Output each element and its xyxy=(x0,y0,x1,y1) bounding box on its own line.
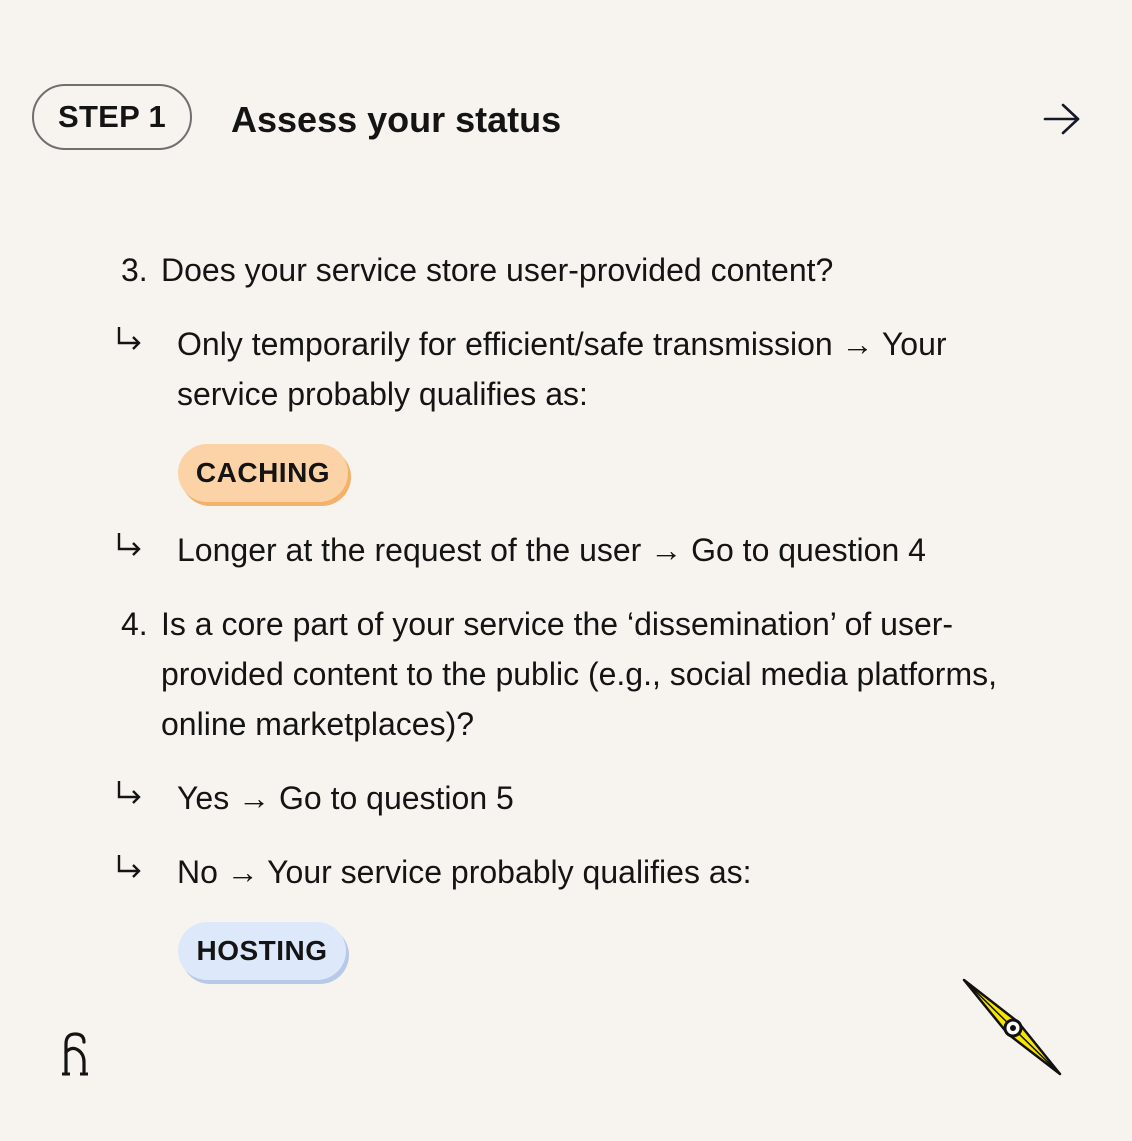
answer-text: Yes → Go to question 5 xyxy=(177,780,514,816)
question-text: Is a core part of your service the ‘dissemination’ of user-provided content to the public (e.g., social media platforms, online marketplaces)? xyxy=(161,606,997,742)
answer-text: Longer at the request of the user → Go to question 4 xyxy=(177,532,926,568)
badge-label: HOSTING xyxy=(196,935,328,966)
reply-arrow-icon xyxy=(116,527,142,557)
step-label: STEP 1 xyxy=(57,99,167,134)
question-number: 3. xyxy=(121,252,148,288)
answer-text: No → Your service probably qualifies as: xyxy=(177,854,752,890)
reply-arrow-icon xyxy=(116,775,142,805)
question-text: Does your service store user-provided content? xyxy=(161,252,834,288)
badge-label: CACHING xyxy=(195,457,331,488)
reply-arrow-icon xyxy=(116,849,142,879)
step-badge xyxy=(32,84,192,150)
hosting-badge xyxy=(178,922,346,980)
compass-icon xyxy=(960,976,1066,1080)
arrow-right-icon[interactable] xyxy=(1042,101,1082,137)
page-title: Assess your status xyxy=(231,99,562,140)
question-number: 4. xyxy=(121,606,148,642)
answer-text: Only temporarily for efficient/safe transmission → Your service probably qualifies as: xyxy=(177,326,947,412)
caching-badge xyxy=(178,444,348,502)
reply-arrow-icon xyxy=(116,321,142,351)
brand-logo-icon xyxy=(58,1030,92,1078)
